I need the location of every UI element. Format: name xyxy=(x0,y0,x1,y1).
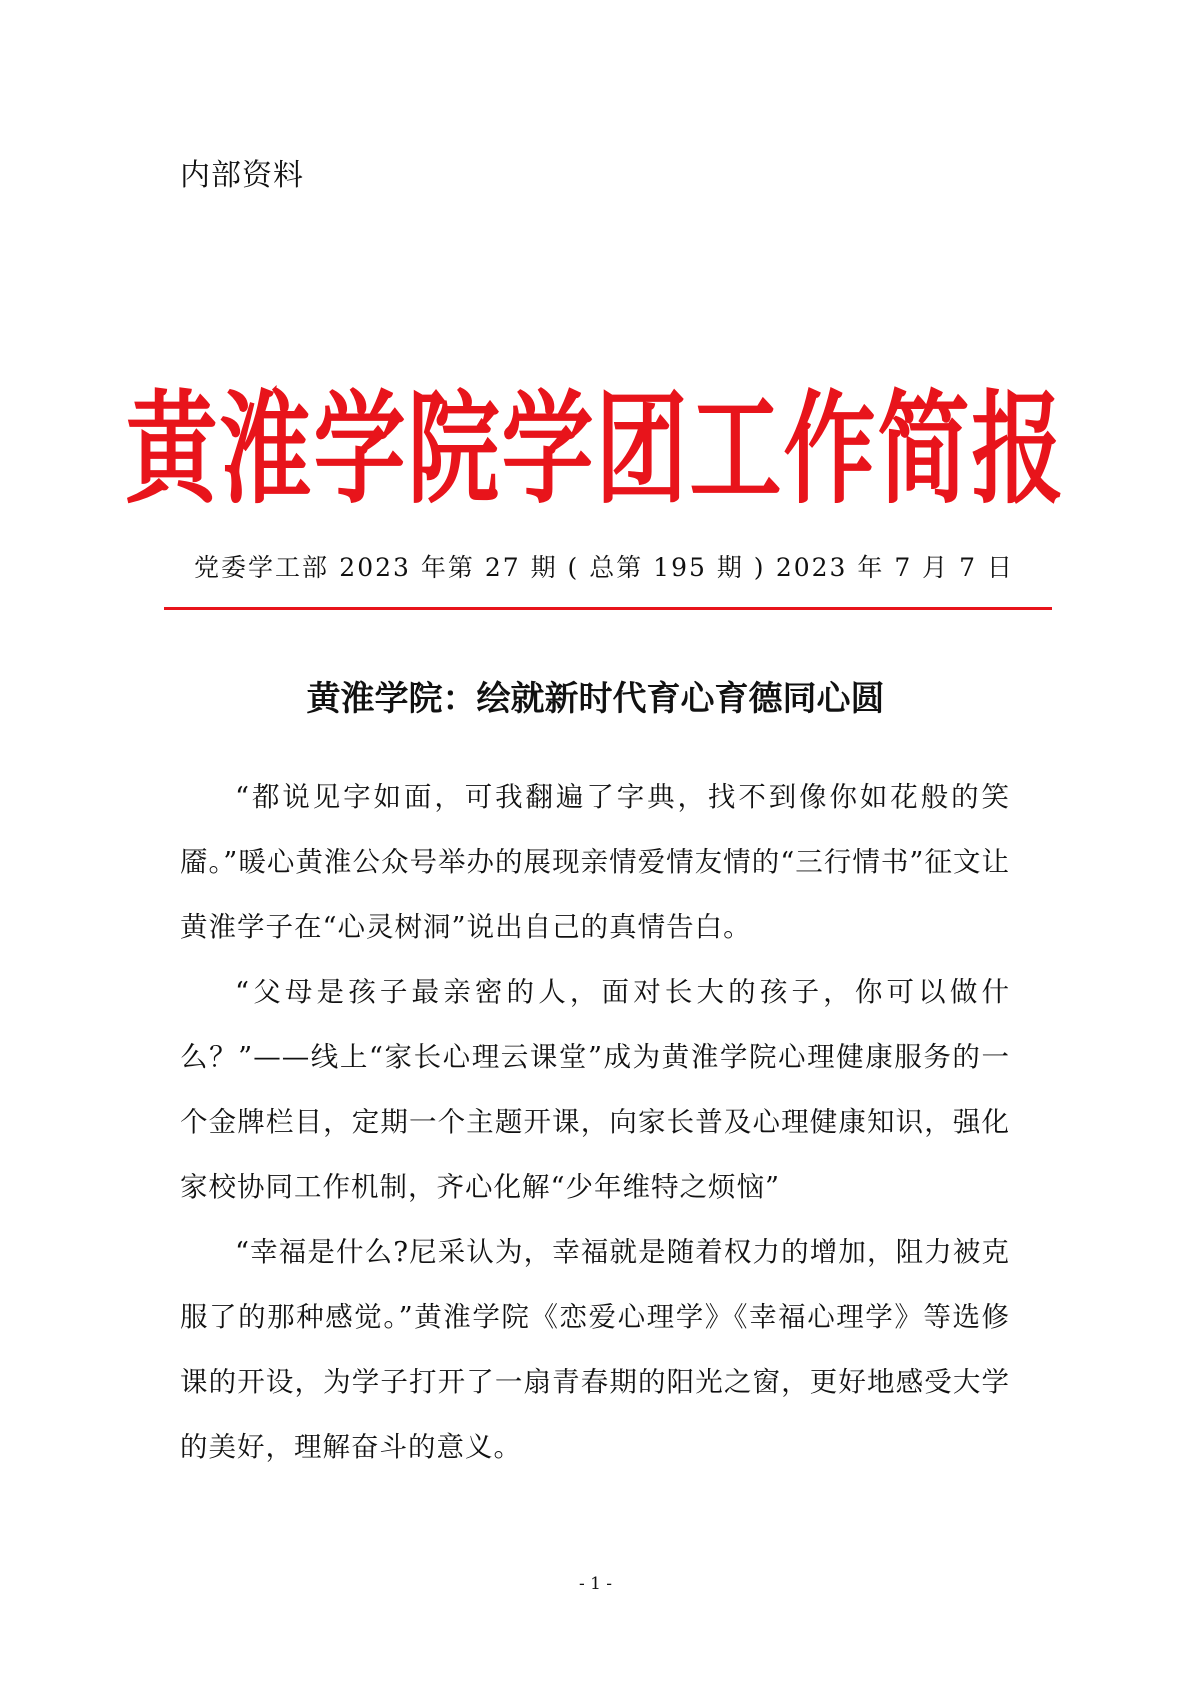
article-title: 黄淮学院：绘就新时代育心育德同心圆 xyxy=(306,679,885,719)
masthead-divider xyxy=(164,607,1052,610)
article-paragraph: “幸福是什么?尼采认为，幸福就是随着权力的增加，阻力被克服了的那种感觉。”黄淮学院《恋爱心理学》《幸福心理学》等选修课的开设，为学子打开了一扇青春期的阳光之窗，更好地感受大学的美好，理解奋斗的意义。 xyxy=(180,1236,1010,1463)
classification-label: 内部资料 xyxy=(180,158,304,193)
masthead-title: 黄淮学院学团工作简报 xyxy=(125,377,1066,521)
issue-date: 2023 年 7 月 7 日 xyxy=(775,553,1014,582)
department-label: 党委学工部 xyxy=(194,553,330,582)
page-number: - 1 - xyxy=(578,1574,613,1594)
issue-number: 2023 年第 27 期 ( 总第 195 期 ) xyxy=(339,553,766,582)
article-body xyxy=(180,765,1010,1480)
article-paragraph: “父母是孩子最亲密的人，面对长大的孩子，你可以做什么？”——线上“家长心理云课堂”成为黄淮学院心理健康服务的一个金牌栏目，定期一个主题开课，向家长普及心理健康知识，强化家校协同工作机制，齐心化解“少年维特之烦恼” xyxy=(180,976,1010,1203)
issue-info-line xyxy=(194,550,1014,586)
article-paragraph: “都说见字如面，可我翻遍了字典，找不到像你如花般的笑靥。”暖心黄淮公众号举办的展现亲情爱情友情的“三行情书”征文让黄淮学子在“心灵树洞”说出自己的真情告白。 xyxy=(180,781,1010,943)
